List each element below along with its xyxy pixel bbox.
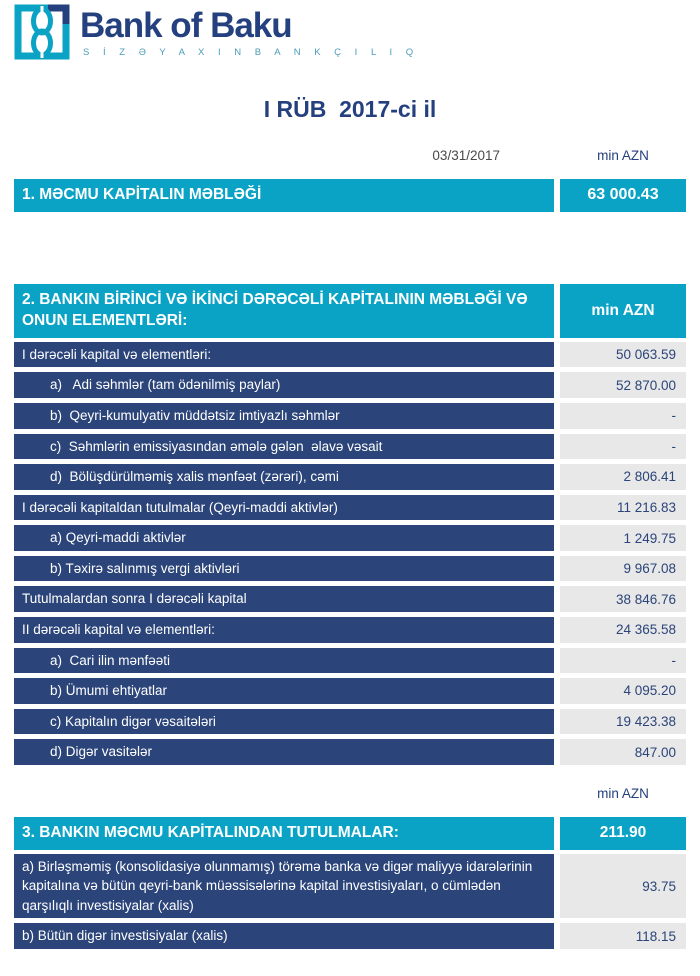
row-label: b) Qeyri-kumulyativ müddətsiz imtiyazlı səhmlər xyxy=(14,403,554,429)
row-value: - xyxy=(560,434,686,460)
bank-logo-icon xyxy=(14,4,70,60)
row-value: 9 967.08 xyxy=(560,556,686,582)
row-value: - xyxy=(560,403,686,429)
row-value: 118.15 xyxy=(560,923,686,949)
section-2-title: 2. BANKIN BİRİNCİ VƏ İKİNCİ DƏRƏCƏLİ KAPİTALININ MƏBLƏĞİ VƏ ONUN ELEMENTLƏRİ: xyxy=(14,284,554,338)
meta-unit-area-3 xyxy=(560,785,686,803)
row-label: a) Birləşməmiş (konsolidasiyə olunmamış) törəmə banka və digər maliyyə idarələrinin kapitalına və bütün qeyri-bank müəssisələrinə kapital investisiyaları, o cümlədən qarşılıqlı investisiyalar (xalis) xyxy=(14,854,554,919)
table-row xyxy=(14,464,686,490)
brand-text xyxy=(80,4,419,58)
row-label: d) Bölüşdürülməmiş xalis mənfəət (zərəri), cəmi xyxy=(14,464,554,490)
row-label: c) Kapitalın digər vəsaitələri xyxy=(14,709,554,735)
row-label: b) Bütün digər investisiyalar (xalis) xyxy=(14,923,554,949)
section-3-value: 211.90 xyxy=(560,817,686,850)
brand-header xyxy=(14,4,686,64)
table-row xyxy=(14,525,686,551)
table-row xyxy=(14,556,686,582)
row-value: - xyxy=(560,648,686,674)
row-label: c) Səhmlərin emissiyasından əmələ gələn əlavə vəsait xyxy=(14,434,554,460)
row-value: 1 249.75 xyxy=(560,525,686,551)
table-row xyxy=(14,617,686,643)
row-label: d) Digər vasitələr xyxy=(14,739,554,765)
row-label: b) Təxirə salınmış vergi aktivləri xyxy=(14,556,554,582)
row-label: II dərəcəli kapital və elementləri: xyxy=(14,617,554,643)
table-row xyxy=(14,342,686,368)
meta-row xyxy=(14,147,686,165)
table-row xyxy=(14,403,686,429)
table-row xyxy=(14,495,686,521)
table-row xyxy=(14,648,686,674)
brand-name: Bank of Baku xyxy=(80,6,292,45)
table-row xyxy=(14,372,686,398)
table-row xyxy=(14,709,686,735)
row-value: 52 870.00 xyxy=(560,372,686,398)
table-row xyxy=(14,434,686,460)
row-value: 11 216.83 xyxy=(560,495,686,521)
brand-tagline: S İ Z Ə Y A X I N B A N K Ç I L I Q xyxy=(83,47,419,58)
row-label: Tutulmalardan sonra I dərəcəli kapital xyxy=(14,586,554,612)
row-label: I dərəcəli kapital və elementləri: xyxy=(14,342,554,368)
row-value: 50 063.59 xyxy=(560,342,686,368)
section-3-table xyxy=(14,854,686,949)
section-1-title: 1. MƏCMU KAPİTALIN MƏBLƏĞİ xyxy=(14,179,554,212)
row-value: 93.75 xyxy=(560,854,686,919)
section-3-header xyxy=(14,817,686,850)
row-value: 847.00 xyxy=(560,739,686,765)
table-row xyxy=(14,739,686,765)
section-2-header xyxy=(14,284,686,338)
row-value: 4 095.20 xyxy=(560,678,686,704)
section-2-unit-label: min AZN xyxy=(560,284,686,338)
table-row xyxy=(14,586,686,612)
section-2-table xyxy=(14,342,686,765)
unit-label-section-3: min AZN xyxy=(597,785,649,801)
unit-label: min AZN xyxy=(597,148,649,163)
row-label: a) Adi səhmlər (tam ödənilmiş paylar) xyxy=(14,372,554,398)
row-value: 38 846.76 xyxy=(560,586,686,612)
report-title: I RÜB 2017-ci il xyxy=(263,96,437,122)
row-value: 19 423.38 xyxy=(560,709,686,735)
row-label: b) Ümumi ehtiyatlar xyxy=(14,678,554,704)
table-row xyxy=(14,854,686,919)
meta-date-area xyxy=(14,147,554,165)
table-row xyxy=(14,678,686,704)
meta-unit-area xyxy=(560,147,686,165)
table-row xyxy=(14,923,686,949)
row-label: I dərəcəli kapitaldan tutulmalar (Qeyri-maddi aktivlər) xyxy=(14,495,554,521)
row-label: a) Qeyri-maddi aktivlər xyxy=(14,525,554,551)
report-date: 03/31/2017 xyxy=(432,148,500,163)
section-3-title: 3. BANKIN MƏCMU KAPİTALINDAN TUTULMALAR: xyxy=(14,817,554,850)
row-value: 2 806.41 xyxy=(560,464,686,490)
row-value: 24 365.58 xyxy=(560,617,686,643)
meta-row-section-3 xyxy=(14,785,686,803)
row-label: a) Cari ilin mənfəəti xyxy=(14,648,554,674)
section-1 xyxy=(14,179,686,212)
section-1-value: 63 000.43 xyxy=(560,179,686,212)
